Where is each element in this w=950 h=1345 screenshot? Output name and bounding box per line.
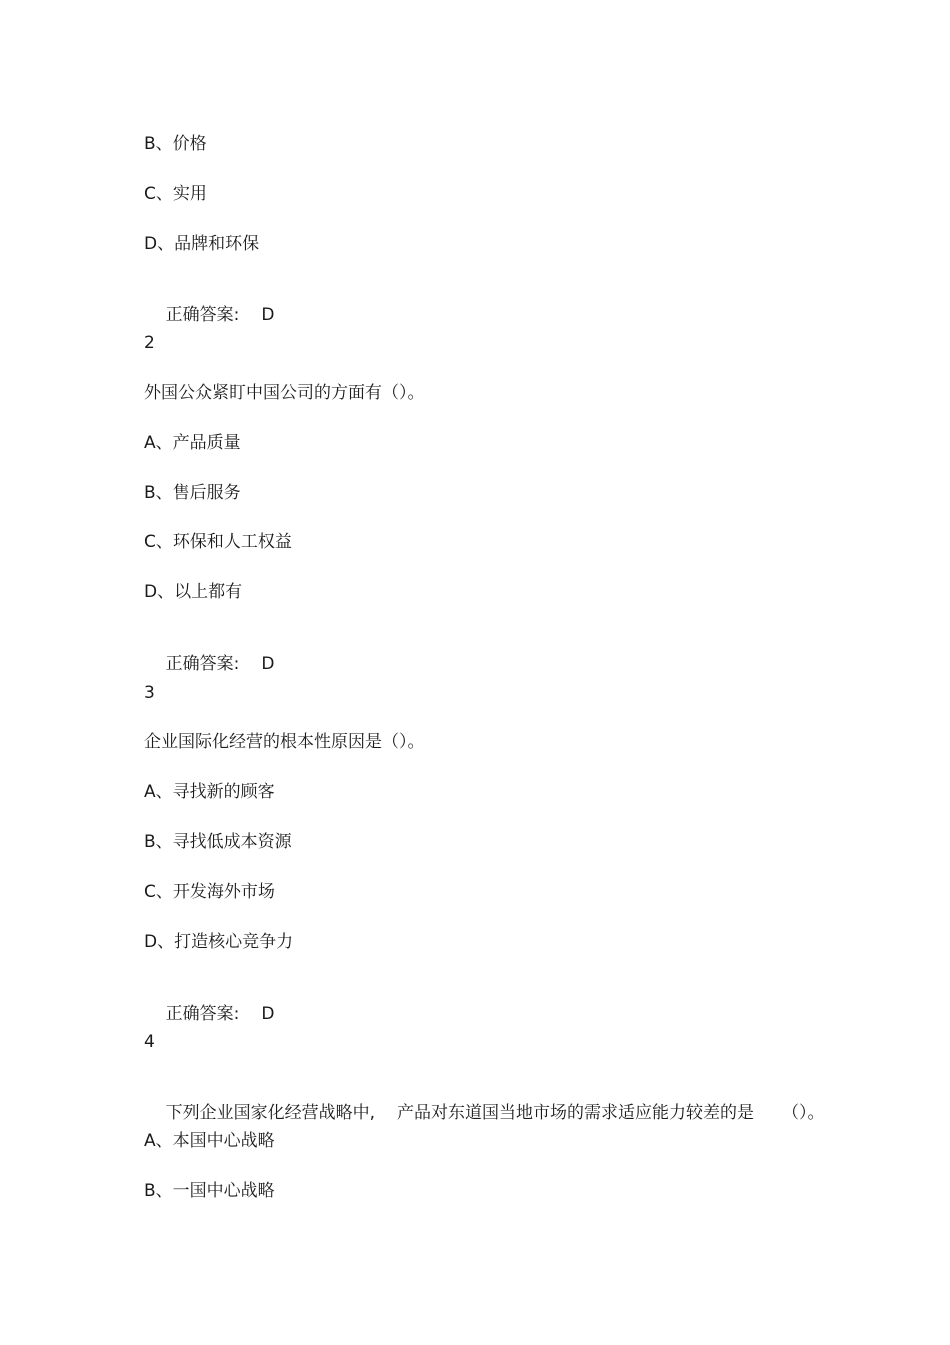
q3-option-d: D、打造核心竞争力 (144, 932, 294, 952)
q3-option-b: B、寻找低成本资源 (144, 832, 292, 852)
q3-option-c: C、开发海外市场 (144, 882, 275, 902)
q3-option-a: A、寻找新的顾客 (144, 782, 275, 802)
question-number-3: 3 (144, 683, 155, 703)
q2-option-b: B、售后服务 (144, 483, 241, 503)
answer-label: 正确答案: (165, 654, 240, 674)
q4-option-b: B、一国中心战略 (144, 1181, 275, 1201)
question-number-4: 4 (144, 1032, 155, 1052)
question-text-3: 企业国际化经营的根本性原因是（）。 (144, 732, 425, 752)
option-c-practical: C、实用 (144, 184, 207, 204)
q2-option-a: A、产品质量 (144, 433, 241, 453)
option-d-brand-env: D、品牌和环保 (144, 234, 260, 254)
question-text-part-1: 下列企业国家化经营战略中, (165, 1103, 376, 1123)
answer-value: D (261, 654, 275, 674)
question-number-2: 2 (144, 333, 155, 353)
q2-option-c: C、环保和人工权益 (144, 532, 292, 552)
answer-value: D (261, 1004, 275, 1024)
question-text-part-3: （）。 (782, 1103, 825, 1123)
question-text-2: 外国公众紧盯中国公司的方面有（）。 (144, 383, 425, 403)
answer-line-1 (144, 282, 274, 348)
q4-option-a: A、本国中心战略 (144, 1131, 275, 1151)
option-b-price: B、价格 (144, 134, 207, 154)
answer-label: 正确答案: (165, 1004, 240, 1024)
answer-label: 正确答案: (165, 305, 240, 325)
q2-option-d: D、以上都有 (144, 582, 243, 602)
answer-line-2 (144, 631, 274, 697)
question-text-part-2: 产品对东道国当地市场的需求适应能力较差的是 (397, 1103, 755, 1123)
answer-line-3 (144, 981, 274, 1047)
answer-value: D (261, 305, 275, 325)
